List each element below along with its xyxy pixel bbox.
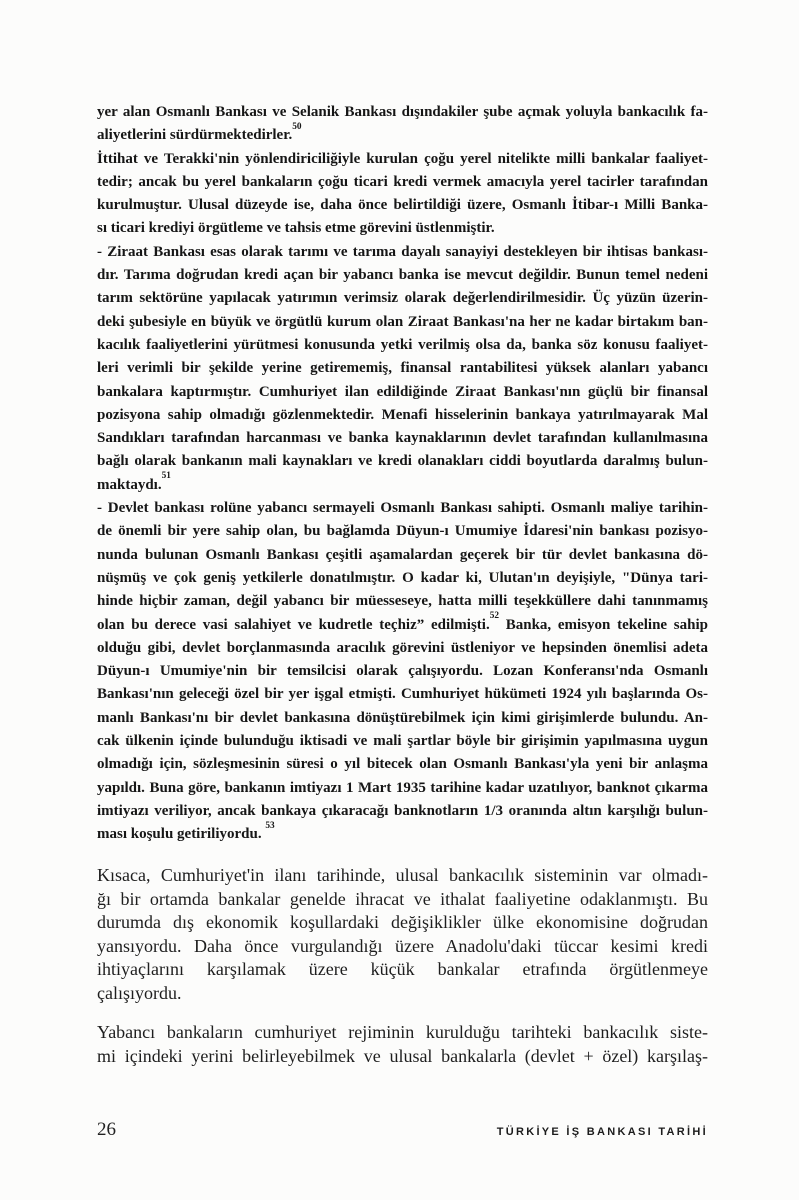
- footnote-reference: 52: [489, 611, 500, 622]
- text-line: hinde hiçbir zaman, değil yabancı bir müesseseye, hatta milli teşekküllere dahi tanınmamış: [97, 593, 708, 610]
- text-line: bankalara kaptırmıştır. Cumhuriyet ilan edildiğinde Ziraat Bankası'nın güçlü bir finansal: [97, 383, 708, 400]
- text-line: yer alan Osmanlı Bankası ve Selanik Bankası dışındakiler şube açmak yoluyla bankacılık fa-: [97, 104, 708, 120]
- body-text-block: [97, 864, 708, 1068]
- text-line: mi içindeki yerini belirleyebilmek ve ulusal bankalarla (devlet + özel) karşılaş-: [97, 1045, 708, 1066]
- text-line: yapıldı. Buna göre, bankanın imtiyazı 1 Mart 1935 tarihine kadar uzatılıyor, banknot çıkarma: [97, 779, 708, 796]
- text-line: olmadığı için, sözleşmesinin süresi o yıl bitecek olan Osmanlı Bankası'yla yeni bir anlaşma: [97, 756, 708, 773]
- text-line: ğı bir ortamda bankalar genelde ihracat ve ithalat faaliyetine odaklanmıştı. Bu: [97, 888, 708, 909]
- text-line: ması koşulu getiriliyordu. $^{53}$: [97, 820, 275, 843]
- text-line: pozisyona sahip olmadığı gözlenmektedir. Menafi hisselerinin bankaya yatırılmayarak Mal: [97, 406, 708, 423]
- text-line: maktaydı.$^{51}$: [97, 471, 171, 493]
- text-line: nüşmüş ve çok geniş yetkilerle donatılmıştır. O kadar ki, Ulutan'ın deyişiyle, "Dünya tari-: [97, 569, 708, 586]
- text-line: kacılık faaliyetlerini yürütmesi konusunda yetki verilmiş olsa da, banka söz konusu faaliyet-: [97, 336, 708, 353]
- footnote-reference: 50: [292, 121, 302, 132]
- text-line: manlı Bankası'nı bir devlet bankasına dönüştürebilmek için kimi girişimlerde bulundu. An-: [97, 709, 708, 726]
- paragraph: [97, 148, 708, 241]
- text-line: bağlı olarak bankanın mali kaynakları ve kredi olanakları ciddi boyutlarda daralmış bulun-: [97, 453, 708, 470]
- text-line: leri verimli bir şekilde yerine getirememiş, finansal rantabilitesi yüksek alanları yabancı: [97, 360, 708, 377]
- paragraph: [97, 241, 708, 497]
- text-line: cak ülkenin içinde bulunduğu iktisadi ve mali şartlar böyle bir girişimin yapılmasına uygun: [97, 733, 708, 750]
- page-footer: [97, 1119, 708, 1141]
- paragraph: [97, 101, 708, 148]
- text-line: yansıyordu. Daha önce vurgulandığı üzere Anadolu'daki tüccar kesimi kredi: [97, 935, 708, 956]
- text-line: ihtiyaçlarını karşılamak üzere küçük bankalar etrafında örgütlenmeye: [97, 959, 708, 979]
- text-line: Bankası'nın geleceği özel bir yer işgal etmişti. Cumhuriyet hükümeti 1924 yılı başlarında Os-: [97, 686, 708, 703]
- text-line: Düyun-ı Umumiye'nin bir temsilcisi olarak çalışıyordu. Lozan Konferansı'nda Osmanlı: [97, 663, 708, 680]
- text-line: sı ticari krediyi örgütleme ve tahsis etme görevini üstlenmiştir.: [97, 220, 495, 237]
- text-line: aliyetlerini sürdürmektedirler.$^{50}$: [97, 121, 302, 144]
- text-line: tarım sektörüne yapılacak yatırımın verimsiz olarak değerlendirilmesidir. Üç yüzün üzerin-: [97, 290, 708, 307]
- paragraph: [97, 1021, 708, 1068]
- text-line: - Ziraat Bankası esas olarak tarımı ve tarıma dayalı sanayiyi destekleyen bir ihtisas bankası-: [97, 243, 708, 260]
- text-line: de önemli bir yere sahip olan, bu bağlamda Düyun-ı Umumiye İdaresi'nin bankası pozisyo-: [97, 523, 708, 540]
- text-line: nunda bulunan Osmanlı Bankası çeşitli aşamalardan geçerek bir tür devlet bankasına dö-: [97, 546, 708, 563]
- text-line: tedir; ancak bu yerel bankaların çoğu ticari kredi vermek amacıyla yerel tacirler tarafından: [97, 173, 708, 190]
- text-line: Kısaca, Cumhuriyet'in ilanı tarihinde, ulusal bankacılık sisteminin var olmadı-: [97, 865, 708, 885]
- text-line: dır. Tarıma doğrudan kredi açan bir yabancı banka ise mevcut değildir. Bunun temel nedeni: [97, 267, 708, 284]
- page-number: 26: [97, 1119, 116, 1140]
- text-line: deki şubesiyle en büyük ve örgütlü kurum olan Ziraat Bankası'na her ne kadar birtakım ban-: [97, 313, 708, 330]
- text-line: olan bu derece vasi salahiyet ve kudretle teçhiz” edilmişti.$^{52}$ Banka, emisyon tekeline sahip: [97, 611, 708, 633]
- text-line: Sandıkları tarafından harcanması ve banka kaynaklarının devlet tarafından kullanılmasına: [97, 430, 708, 447]
- paragraph: [97, 497, 708, 846]
- text-line: İttihat ve Terakki'nin yönlendiriciliğiyle kurulan çoğu yerel nitelikte milli bankalar faaliyet-: [97, 150, 708, 167]
- footnote-reference: 53: [265, 820, 275, 831]
- text-line: kurulmuştur. Ulusal düzeyde ise, daha önce belirtildiği üzere, Osmanlı İtibar-ı Milli Banka-: [97, 197, 708, 214]
- text-line: - Devlet bankası rolüne yabancı sermayeli Osmanlı Bankası sahipti. Osmanlı maliye tarihin-: [97, 500, 708, 517]
- footnote-reference: 51: [161, 471, 171, 482]
- text-line: çalışıyordu.: [97, 982, 182, 1003]
- extract-text-block: [97, 101, 708, 847]
- text-line: olduğu gibi, devlet borçlanmasında aracılık görevini üstleniyor ve hepsinden önemlisi adeta: [97, 639, 708, 656]
- paragraph: [97, 864, 708, 1005]
- text-line: durumda dış ekonomik koşullardaki değişiklikler ülke ekonomisine doğrudan: [97, 912, 708, 932]
- text-line: imtiyazı veriliyor, ancak bankaya çıkaracağı banknotların 1/3 oranında altın karşılığı bulun-: [97, 802, 708, 819]
- running-title: TÜRKİYE İŞ BANKASI TARİHİ: [496, 1126, 708, 1138]
- text-line: Yabancı bankaların cumhuriyet rejiminin kurulduğu tarihteki bankacılık siste-: [97, 1022, 708, 1042]
